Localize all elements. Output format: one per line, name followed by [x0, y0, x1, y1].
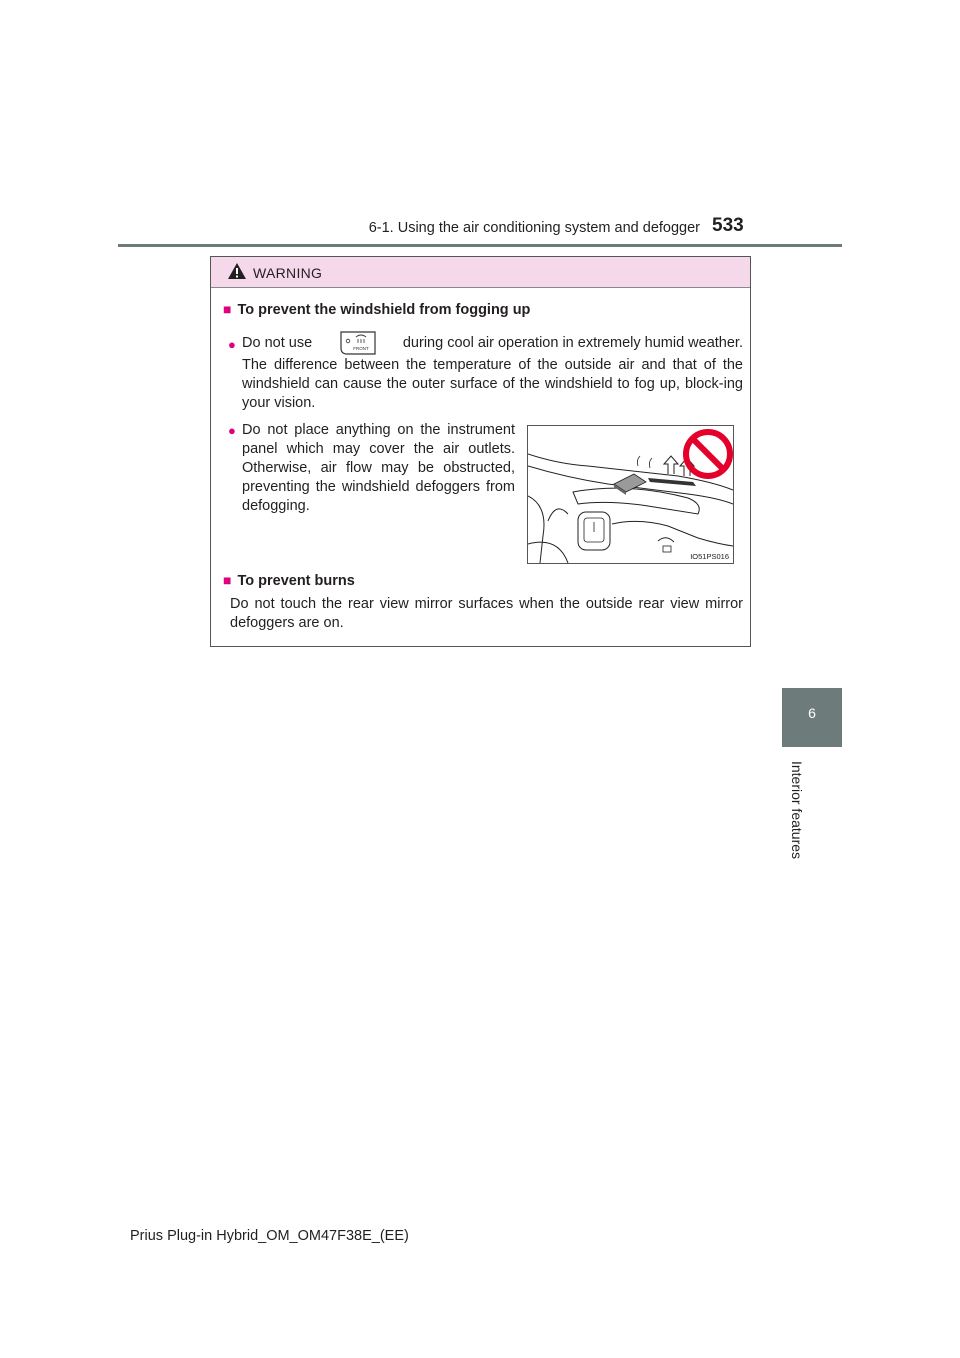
bullet-text-after-button: during cool air operation in extremely humid weather.: [402, 334, 743, 351]
chapter-label: Interior features: [789, 760, 805, 860]
bullet-text-humid: [242, 334, 743, 413]
warning-triangle-icon: [227, 262, 247, 280]
section-title-windshield: [223, 301, 530, 318]
bullet-first-line: [242, 330, 743, 356]
dashboard-illustration: [528, 426, 733, 563]
chapter-tab: [782, 688, 842, 747]
section-title-burns: [223, 572, 355, 589]
defogger-button-icon: [338, 330, 378, 356]
section-title-windshield-text: To prevent the windshield from fogging up: [237, 302, 531, 318]
bullet-text-humid-rest: The difference between the temperature of the outside air and that of the windshield can cause the outer surface of the windshield to fog up, block-ing your vision.: [242, 357, 743, 411]
section-title-burns-text: To prevent burns: [237, 573, 355, 589]
bullet-text-before-button: Do not use: [242, 334, 313, 351]
page-number: 533: [712, 215, 744, 236]
warning-box: [210, 256, 751, 647]
footer-doc-id: Prius Plug-in Hybrid_OM_OM47F38E_(EE): [130, 1228, 409, 1244]
prohibition-icon: [686, 432, 730, 476]
instrument-panel-figure: [527, 425, 734, 564]
warning-header: [211, 257, 750, 288]
square-bullet-icon: ■: [223, 572, 232, 588]
square-bullet-icon: ■: [223, 301, 232, 317]
warning-label: WARNING: [253, 265, 323, 281]
burns-text: Do not touch the rear view mirror surfaces when the outside rear view mirror defoggers are on.: [230, 596, 743, 631]
chapter-tab-number: 6: [808, 705, 816, 721]
figure-code: IO51PS016: [690, 552, 729, 561]
round-bullet-icon: ●: [228, 423, 236, 438]
round-bullet-icon: ●: [228, 337, 236, 352]
bullet-text-instrument-panel: Do not place anything on the instrument panel which may cover the air outlets. Otherwise, air flow may be obstructed, preventing the windshield defoggers from defogging.: [242, 422, 515, 514]
header-title: 6-1. Using the air conditioning system and defogger: [368, 220, 700, 236]
svg-text:FRONT: FRONT: [352, 346, 369, 351]
header-rule: [118, 244, 842, 247]
